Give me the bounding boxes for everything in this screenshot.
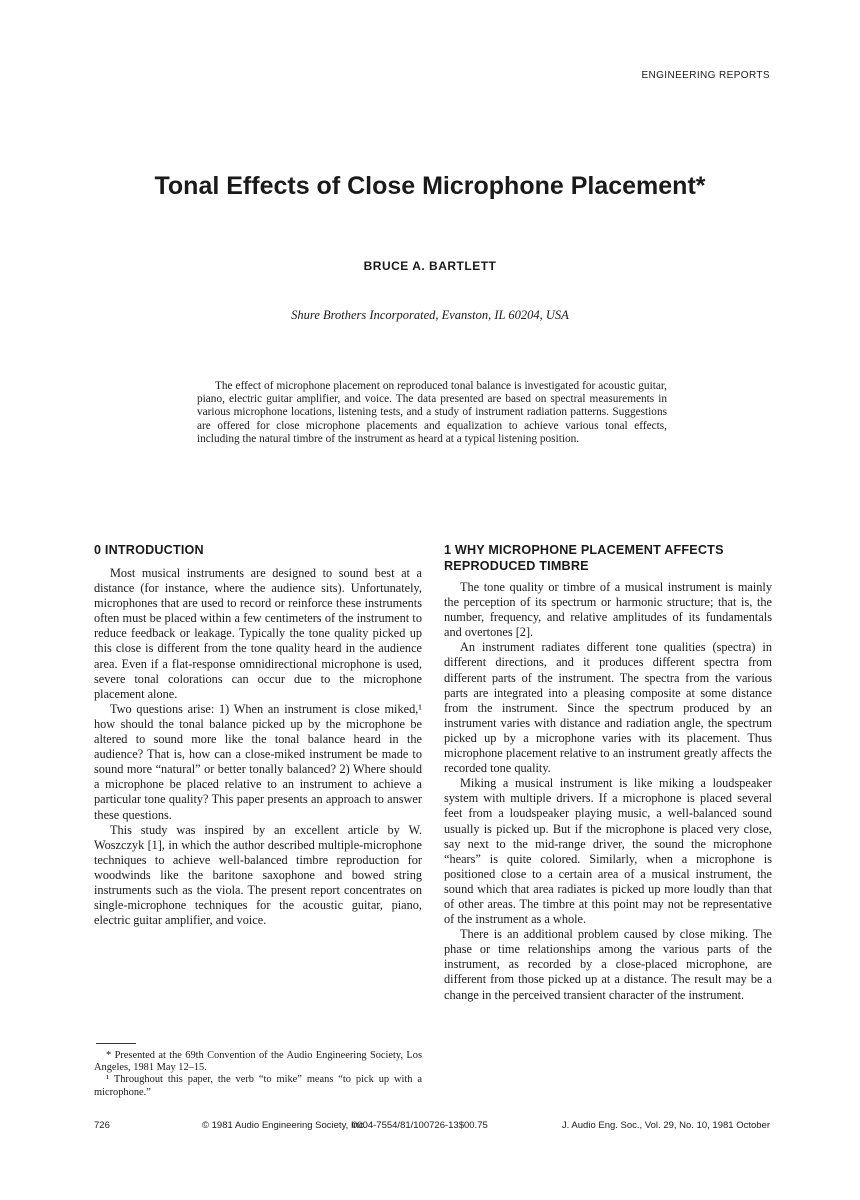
paragraph: Miking a musical instrument is like miking a loudspeaker system with multiple drivers. If a microphone is placed several feet from a loudspeaker playing music, a well-balanced sound usually is picked up. But if the microphone is placed very close, say next to the mid-range driver, the sound the microphone “hears” is quite colored. Similarly, when a microphone is positioned close to a certain area of a musical instrument, the sound which that area radiates is picked up more loudly than that of other areas. The timbre at this point may not be representative of the instrument as a whole. xyxy=(444,776,772,927)
footnotes xyxy=(94,1050,422,1099)
section-heading-introduction: 0 INTRODUCTION xyxy=(94,543,204,557)
paragraph: There is an additional problem caused by close miking. The phase or time relationships among the various parts of the instrument, as recorded by a close-placed microphone, are different from those picked up at a distance. The result may be a change in the perceived transient character of the instrument. xyxy=(444,927,772,1002)
running-header: ENGINEERING REPORTS xyxy=(641,70,770,81)
right-column xyxy=(444,542,772,1003)
section-heading-microphone-placement: 1 WHY MICROPHONE PLACEMENT AFFECTS REPRODUCED TIMBRE xyxy=(444,543,724,573)
author-name: BRUCE A. BARTLETT xyxy=(363,259,497,273)
paragraph: Two questions arise: 1) When an instrument is close miked,¹ how should the tonal balance picked up by the microphone be altered to sound more like the tonal balance heard in the audience? That is, how can a close-miked instrument be made to sound more “natural” or better tonally balanced? 2) Where should a microphone be placed relative to an instrument to achieve a particular tone quality? This paper presents an approach to answer these questions. xyxy=(94,701,422,822)
journal-citation: J. Audio Eng. Soc., Vol. 29, No. 10, 1981 October xyxy=(561,1120,770,1131)
paragraph: The tone quality or timbre of a musical instrument is mainly the perception of its spectrum or harmonic structure; that is, the number, frequency, and relative amplitudes of its fundamentals and overtones [2]. xyxy=(444,580,772,640)
left-column xyxy=(94,542,422,928)
copyright-notice: © 1981 Audio Engineering Society, Inc. xyxy=(202,1120,367,1131)
article-code: 0004-7554/81/100726-13$00.75 xyxy=(352,1120,488,1131)
abstract: The effect of microphone placement on reproduced tonal balance is investigated for acoustic guitar, piano, electric guitar amplifier, and voice. The data presented are based on spectral measurements in various microphone locations, listening tests, and a study of instrument radiation patterns. Suggestions are offered for close microphone placements and equalization to achieve various tonal effects, including the natural timbre of the instrument as heard at a typical listening position. xyxy=(197,380,667,445)
footnote: * Presented at the 69th Convention of the Audio Engineering Society, Los Angeles, 1981 May 12–15. xyxy=(94,1050,422,1074)
footnote: ¹ Throughout this paper, the verb “to mike” means “to pick up with a microphone.” xyxy=(94,1074,422,1098)
page-number: 726 xyxy=(94,1120,110,1131)
paragraph: An instrument radiates different tone qualities (spectra) in different directions, and it produces different spectra from different parts of the instrument. The spectra from the various parts are integrated into a pleasing composite at some distance from the instrument. Since the spectrum produced by an instrument varies with distance and radiation angle, the spectrum picked up by a microphone varies with its placement. Thus microphone placement relative to an instrument greatly affects the recorded tone quality. xyxy=(444,640,772,776)
author-affiliation: Shure Brothers Incorporated, Evanston, IL 60204, USA xyxy=(291,308,569,322)
paragraph: Most musical instruments are designed to sound best at a distance (for instance, where the audience sits). Unfortunately, microphones that are used to record or reinforce these instruments often must be placed within a few centimeters of the instrument to reduce feedback or leakage. Typically the tone quality picked up this close is different from the tone quality heard in the audience area. Even if a flat-response omnidirectional microphone is used, severe tonal colorations can occur due to the microphone placement alone. xyxy=(94,566,422,701)
footnote-divider xyxy=(96,1043,136,1044)
paragraph: This study was inspired by an excellent article by W. Woszczyk [1], in which the author described multiple-microphone techniques to achieve well-balanced timbre reproduction for woodwinds like the baritone saxophone and bowed string instruments such as the viola. The present report concentrates on single-microphone techniques for the acoustic guitar, piano, electric guitar amplifier, and voice. xyxy=(94,822,422,928)
paper-title: Tonal Effects of Close Microphone Placement* xyxy=(154,172,706,200)
